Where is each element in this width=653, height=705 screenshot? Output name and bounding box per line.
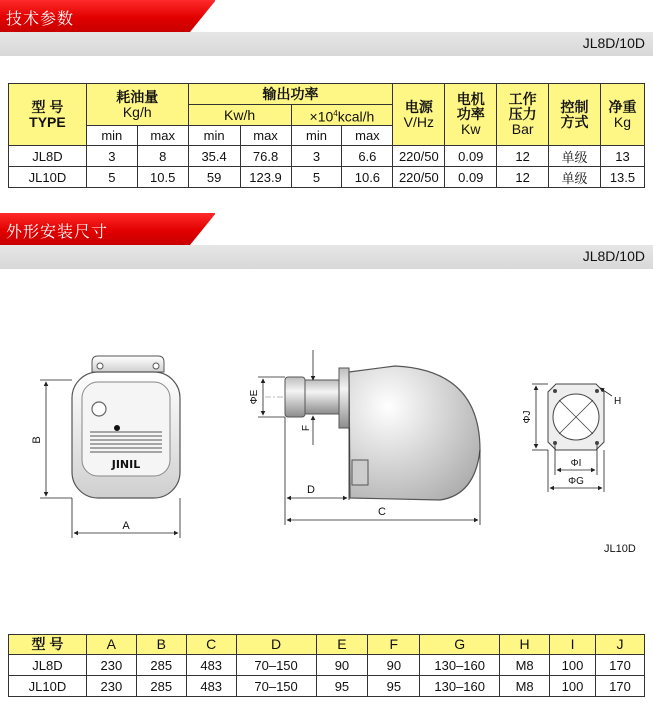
col-power-source: 电源 V/Hz: [393, 84, 445, 146]
cell-kw-min: 35.4: [188, 146, 240, 167]
cell-i: 100: [550, 655, 596, 676]
dim-col-i: I: [550, 635, 596, 655]
cell-kw-max: 76.8: [240, 146, 291, 167]
cell-oil-min: 3: [86, 146, 137, 167]
cell-d: 70–150: [236, 655, 316, 676]
cell-f: 90: [368, 655, 420, 676]
dim-j-label: ΦJ: [522, 410, 533, 424]
drawing-caption: JL10D: [604, 543, 636, 555]
section-bar: [0, 32, 653, 56]
flange-view: [522, 384, 621, 492]
col-kw: Kw/h: [188, 105, 291, 126]
dim-col-b: B: [136, 635, 186, 655]
cell-type: JL8D: [9, 655, 87, 676]
cell-i: 100: [550, 676, 596, 697]
dim-c-label: C: [378, 506, 386, 518]
dim-f-label: F: [301, 424, 312, 432]
cell-weight: 13: [600, 146, 644, 167]
table-row: [9, 655, 645, 676]
cell-power: 220/50: [393, 167, 445, 188]
dimension-drawing: [0, 280, 653, 610]
cell-type: JL10D: [9, 676, 87, 697]
table-row: [9, 167, 645, 188]
cell-kcal-max: 6.6: [342, 146, 393, 167]
col-weight: 净重 Kg: [600, 84, 644, 146]
cell-h: M8: [500, 676, 550, 697]
col-pressure: 工作 压力 Bar: [497, 84, 549, 146]
col-motor: 电机 功率 Kw: [445, 84, 497, 146]
table-row: [9, 676, 645, 697]
cell-kcal-min: 3: [291, 146, 342, 167]
section-bar: [0, 245, 653, 269]
kcal-min-label: min: [291, 126, 342, 146]
section-title: 外形安装尺寸: [6, 222, 109, 241]
dim-col-e: E: [316, 635, 368, 655]
dim-d-label: D: [307, 484, 315, 496]
dim-col-a: A: [86, 635, 136, 655]
dim-b-label: B: [31, 436, 43, 444]
cell-oil-max: 10.5: [137, 167, 188, 188]
cell-f: 95: [368, 676, 420, 697]
dim-col-c: C: [186, 635, 236, 655]
cell-b: 285: [136, 676, 186, 697]
cell-pressure: 12: [497, 167, 549, 188]
dim-e-label: ΦE: [249, 389, 260, 405]
cell-a: 230: [86, 676, 136, 697]
kw-max-label: max: [240, 126, 291, 146]
cell-type: JL10D: [9, 167, 87, 188]
cell-pressure: 12: [497, 146, 549, 167]
cell-e: 90: [316, 655, 368, 676]
dim-h-label: H: [614, 396, 622, 407]
cell-g: 130–160: [420, 655, 500, 676]
oil-min-label: min: [86, 126, 137, 146]
cell-j: 170: [595, 676, 644, 697]
cell-type: JL8D: [9, 146, 87, 167]
kw-min-label: min: [188, 126, 240, 146]
cell-control: 单级: [549, 146, 601, 167]
table-row: [9, 146, 645, 167]
dim-col-type: 型 号: [9, 635, 87, 655]
cell-weight: 13.5: [600, 167, 644, 188]
cell-e: 95: [316, 676, 368, 697]
section-model: JL8D/10D: [582, 35, 645, 51]
cell-kcal-min: 5: [291, 167, 342, 188]
cell-h: M8: [500, 655, 550, 676]
dim-g-label: ΦG: [568, 476, 584, 487]
col-type: 型 号 TYPE: [9, 84, 87, 146]
cell-c: 483: [186, 655, 236, 676]
front-view: [31, 356, 180, 538]
dim-col-h: H: [500, 635, 550, 655]
section-title: 技术参数: [6, 9, 75, 28]
cell-power: 220/50: [393, 146, 445, 167]
section-model: JL8D/10D: [582, 248, 645, 264]
cell-b: 285: [136, 655, 186, 676]
cell-oil-max: 8: [137, 146, 188, 167]
dimension-header-row: [9, 635, 645, 655]
oil-max-label: max: [137, 126, 188, 146]
col-control: 控制 方式: [549, 84, 601, 146]
cell-d: 70–150: [236, 676, 316, 697]
spec-table: [8, 83, 645, 188]
section-header-dimensions: [0, 213, 653, 269]
dim-i-label: ΦI: [570, 458, 582, 469]
dim-col-d: D: [236, 635, 316, 655]
col-power: 输出功率: [188, 84, 393, 105]
cell-c: 483: [186, 676, 236, 697]
side-view: [249, 350, 480, 525]
dimension-table: [8, 634, 645, 697]
cell-g: 130–160: [420, 676, 500, 697]
cell-control: 单级: [549, 167, 601, 188]
cell-oil-min: 5: [86, 167, 137, 188]
cell-kw-max: 123.9: [240, 167, 291, 188]
dim-col-f: F: [368, 635, 420, 655]
cell-kw-min: 59: [188, 167, 240, 188]
col-kcal: $\times 10^4kcal/h$: [291, 105, 393, 126]
dim-col-j: J: [595, 635, 644, 655]
dim-col-g: G: [420, 635, 500, 655]
col-oil: 耗油量 Kg/h: [86, 84, 188, 126]
section-header-specs: [0, 0, 653, 56]
cell-j: 170: [595, 655, 644, 676]
cell-a: 230: [86, 655, 136, 676]
cell-motor: 0.09: [445, 146, 497, 167]
dim-a-label: A: [122, 520, 130, 532]
cell-motor: 0.09: [445, 167, 497, 188]
brand-logo: JINIL: [111, 458, 141, 471]
kcal-max-label: max: [342, 126, 393, 146]
cell-kcal-max: 10.6: [342, 167, 393, 188]
